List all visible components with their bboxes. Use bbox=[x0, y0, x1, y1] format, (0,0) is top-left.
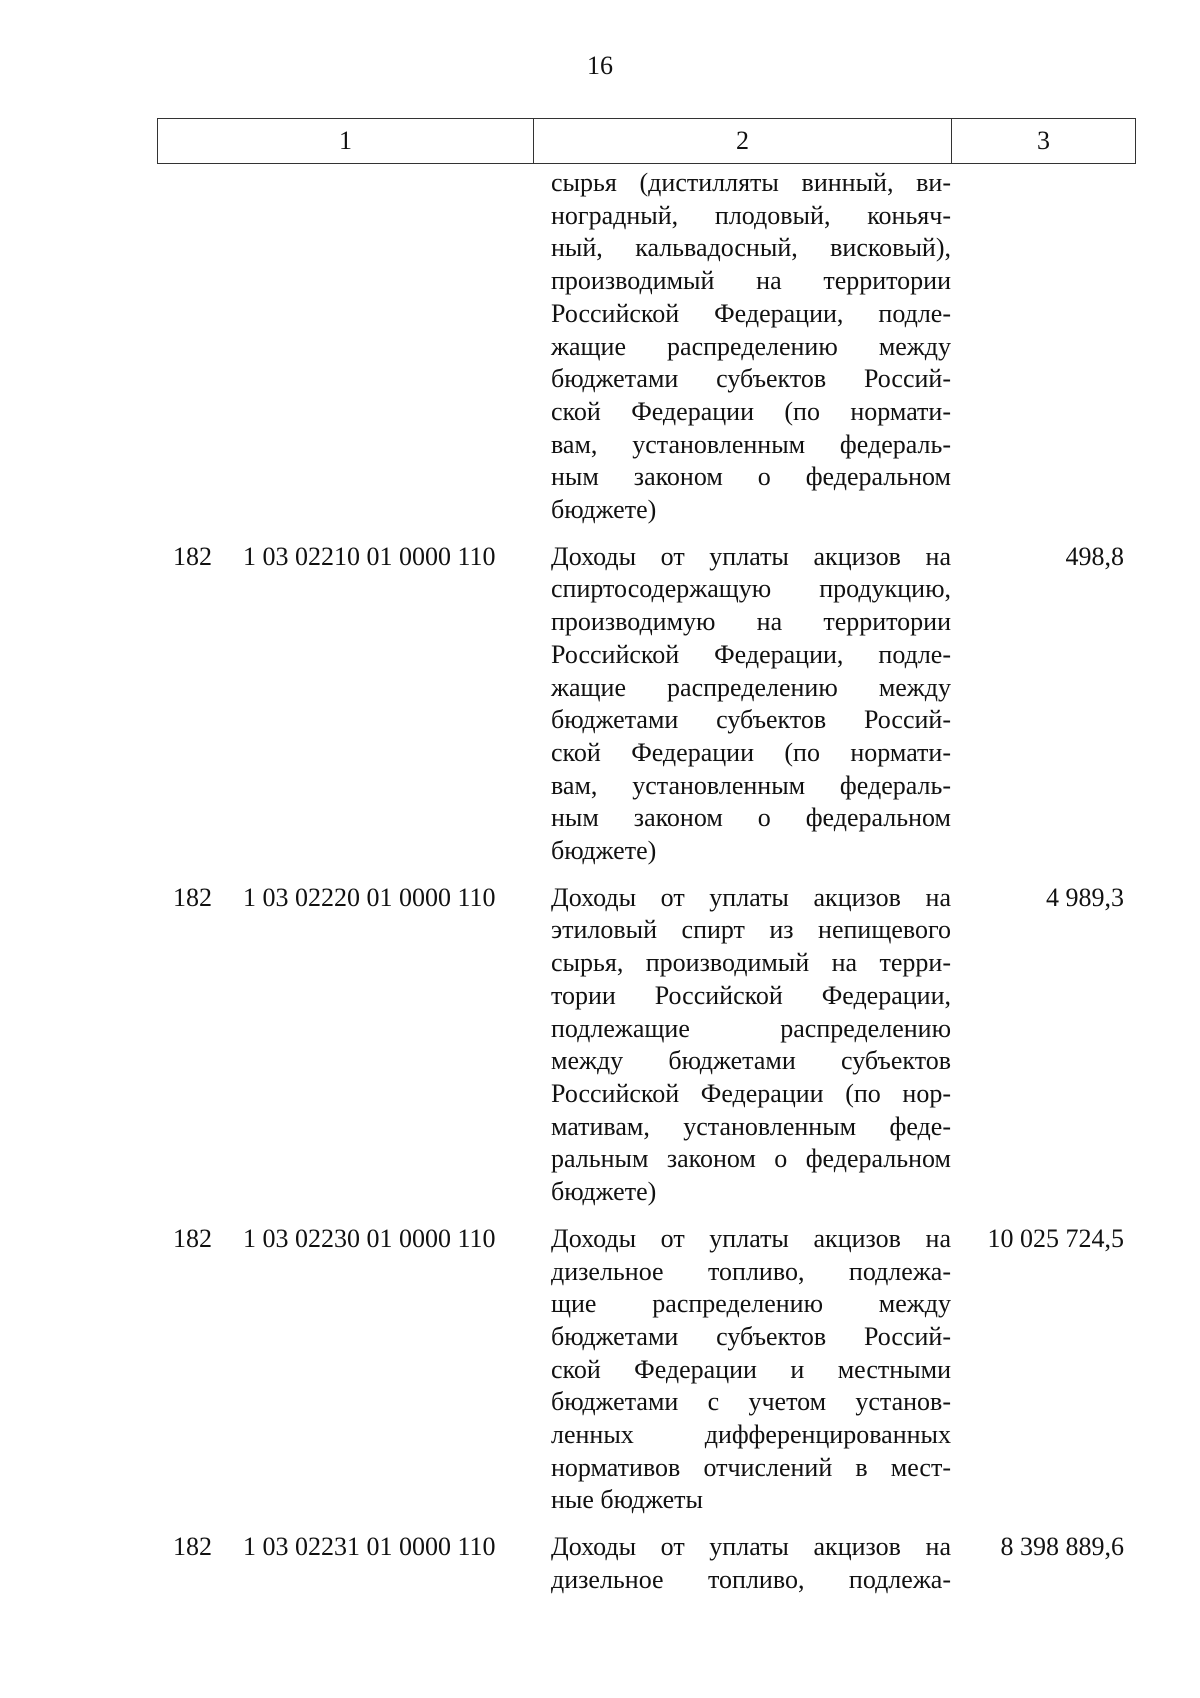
description-line: бюджете) bbox=[551, 1177, 657, 1207]
amount-cell: 10 025 724,5 bbox=[987, 1223, 1124, 1253]
description-line: нормативов отчислений в мест- bbox=[551, 1452, 951, 1482]
description-line: ным законом о федеральном bbox=[551, 803, 951, 833]
table-header bbox=[157, 118, 1136, 164]
code-cell bbox=[157, 882, 533, 1209]
description-line: ноградный, плодовый, коньяч- bbox=[551, 200, 951, 230]
description-line: ный, кальвадосный, висковый), bbox=[551, 233, 951, 263]
code-cell bbox=[157, 1223, 533, 1517]
description-line: сырья, производимый на терри- bbox=[551, 948, 951, 978]
table-row bbox=[157, 1223, 1136, 1517]
description-line: бюджетами субъектов Россий- bbox=[551, 705, 951, 735]
admin-code: 182 bbox=[173, 1223, 212, 1253]
description-line: сырья (дистилляты винный, ви- bbox=[551, 168, 951, 197]
description-cell bbox=[551, 167, 951, 527]
column-header-1: 1 bbox=[158, 119, 534, 163]
description-line: жащие распределению между bbox=[551, 672, 951, 702]
description-cell bbox=[551, 541, 951, 868]
description-line: этиловый спирт из непищевого bbox=[551, 915, 951, 945]
description-line: подлежащие распределению bbox=[551, 1013, 951, 1043]
description-line: мативам, установленным феде- bbox=[551, 1111, 951, 1141]
description-line: вам, установленным федераль- bbox=[551, 770, 951, 800]
budget-classification-code: 1 03 02231 01 0000 110 bbox=[243, 1532, 496, 1562]
description-line: ской Федерации (по нормати- bbox=[551, 396, 951, 426]
description-line: производимую на территории bbox=[551, 607, 951, 637]
code-cell bbox=[157, 167, 533, 527]
description-line: жащие распределению между bbox=[551, 331, 951, 361]
description-line: бюджетами субъектов Россий- bbox=[551, 364, 951, 394]
description-line: ным законом о федеральном bbox=[551, 462, 951, 492]
table-row bbox=[157, 882, 1136, 1209]
description-line: щие распределению между bbox=[551, 1289, 951, 1319]
description-line: ральным законом о федеральном bbox=[551, 1144, 951, 1174]
code-cell bbox=[157, 541, 533, 868]
description-cell bbox=[551, 1223, 951, 1517]
table-row bbox=[157, 1531, 1136, 1596]
description-line: бюджетами с учетом установ- bbox=[551, 1387, 951, 1417]
table-row-continuation bbox=[157, 167, 1136, 527]
description-cell bbox=[551, 882, 951, 1209]
description-line: Российской Федерации, подле- bbox=[551, 639, 951, 669]
description-line: производимый на территории bbox=[551, 266, 951, 296]
amount-cell bbox=[951, 167, 1136, 527]
description-line: бюджетами субъектов Россий- bbox=[551, 1321, 951, 1351]
amount-cell: 498,8 bbox=[1065, 541, 1124, 571]
description-line: ные бюджеты bbox=[551, 1485, 703, 1515]
description-line: спиртосодержащую продукцию, bbox=[551, 574, 951, 604]
table-body bbox=[157, 167, 1136, 1611]
description-line: Российской Федерации, подле- bbox=[551, 298, 951, 328]
description-line: Доходы от уплаты акцизов на bbox=[551, 1532, 951, 1562]
description-line: Доходы от уплаты акцизов на bbox=[551, 1223, 951, 1253]
admin-code: 182 bbox=[173, 1532, 212, 1562]
page-number: 16 bbox=[587, 51, 613, 80]
column-header-3: 3 bbox=[1037, 126, 1050, 155]
table-row bbox=[157, 541, 1136, 868]
description-line: бюджете) bbox=[551, 836, 657, 866]
amount-cell: 8 398 889,6 bbox=[1000, 1532, 1124, 1562]
description-line: между бюджетами субъектов bbox=[551, 1046, 951, 1076]
description-line: дизельное топливо, подлежа- bbox=[551, 1564, 951, 1594]
description-line: Доходы от уплаты акцизов на bbox=[551, 882, 951, 912]
budget-classification-code: 1 03 02230 01 0000 110 bbox=[243, 1223, 496, 1253]
description-line: ской Федерации и местными bbox=[551, 1354, 951, 1384]
description-line: тории Российской Федерации, bbox=[551, 980, 951, 1010]
budget-classification-code: 1 03 02220 01 0000 110 bbox=[243, 882, 496, 912]
admin-code: 182 bbox=[173, 882, 212, 912]
description-line: вам, установленным федераль- bbox=[551, 429, 951, 459]
description-line: Доходы от уплаты акцизов на bbox=[551, 541, 951, 571]
description-line: Российской Федерации (по нор- bbox=[551, 1078, 951, 1108]
description-line: ской Федерации (по нормати- bbox=[551, 737, 951, 767]
column-header-2: 2 bbox=[534, 119, 952, 163]
description-line: ленных дифференцированных bbox=[551, 1420, 951, 1450]
description-line: бюджете) bbox=[551, 495, 657, 525]
description-cell bbox=[551, 1531, 951, 1596]
amount-cell: 4 989,3 bbox=[1046, 882, 1124, 912]
code-cell bbox=[157, 1531, 533, 1596]
budget-classification-code: 1 03 02210 01 0000 110 bbox=[243, 541, 496, 571]
admin-code: 182 bbox=[173, 541, 212, 571]
description-line: дизельное топливо, подлежа- bbox=[551, 1256, 951, 1286]
